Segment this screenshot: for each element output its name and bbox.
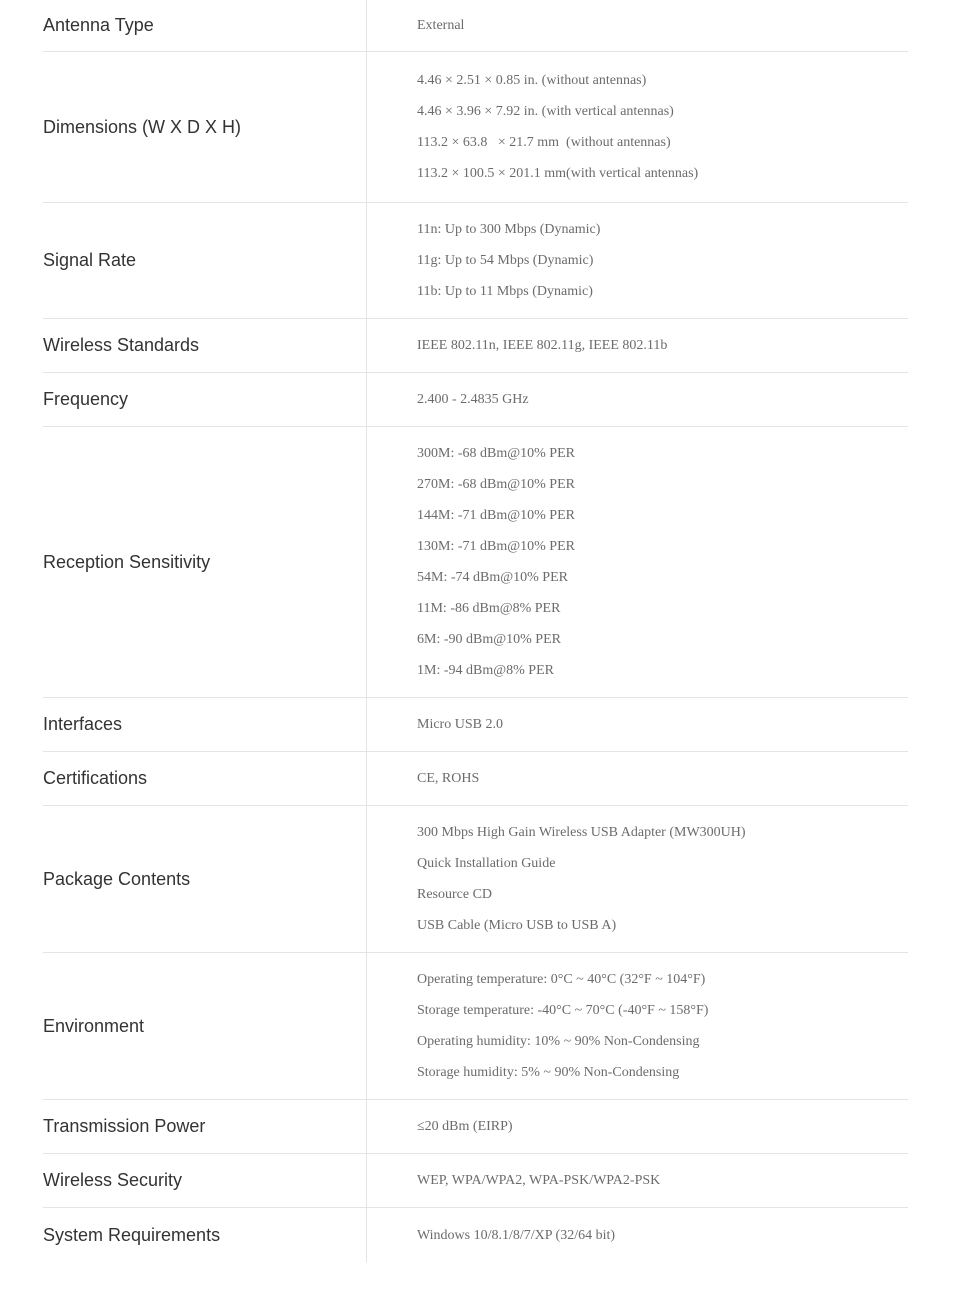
- spec-value-line: WEP, WPA/WPA2, WPA-PSK/WPA2-PSK: [417, 1173, 661, 1188]
- spec-value-line: Micro USB 2.0: [417, 717, 503, 732]
- spec-row-signal-rate: [43, 203, 908, 319]
- spec-row-antenna-type: [43, 0, 908, 52]
- spec-row-environment: [43, 953, 908, 1100]
- spec-label: Interfaces: [43, 698, 367, 751]
- spec-value: [367, 953, 908, 1099]
- spec-value: [367, 698, 908, 751]
- spec-value: [367, 1208, 908, 1262]
- spec-row-certifications: [43, 752, 908, 806]
- spec-row-transmission-power: [43, 1100, 908, 1154]
- spec-value: [367, 52, 908, 202]
- spec-value-line: 300 Mbps High Gain Wireless USB Adapter (MW300UH): [417, 825, 746, 840]
- spec-value-line: 4.46 × 2.51 × 0.85 in. (without antennas): [417, 73, 647, 88]
- spec-value-line: Resource CD: [417, 887, 493, 902]
- spec-value: [367, 319, 908, 372]
- spec-value-line: 2.400 - 2.4835 GHz: [417, 392, 529, 407]
- spec-value: [367, 427, 908, 697]
- spec-label: Signal Rate: [43, 203, 367, 318]
- spec-value-line: 11g: Up to 54 Mbps (Dynamic): [417, 253, 594, 268]
- spec-value: [367, 0, 908, 51]
- spec-value-line: Operating temperature: 0°C ~ 40°C (32°F ~ 104°F): [417, 972, 706, 987]
- spec-row-dimensions-w-x-d-x-h: [43, 52, 908, 203]
- spec-row-interfaces: [43, 698, 908, 752]
- spec-value: [367, 806, 908, 952]
- spec-value: [367, 752, 908, 805]
- spec-value: [367, 203, 908, 318]
- spec-value-line: Windows 10/8.1/8/7/XP (32/64 bit): [417, 1227, 616, 1243]
- spec-value-line: External: [417, 18, 465, 33]
- spec-row-wireless-security: [43, 1154, 908, 1208]
- spec-value-line: 11b: Up to 11 Mbps (Dynamic): [417, 284, 593, 299]
- spec-label: Wireless Standards: [43, 319, 367, 372]
- spec-label: System Requirements: [43, 1208, 367, 1262]
- spec-value-line: Storage temperature: -40°C ~ 70°C (-40°F ~ 158°F): [417, 1003, 709, 1018]
- spec-row-frequency: [43, 373, 908, 427]
- spec-value-line: 1M: -94 dBm@8% PER: [417, 663, 554, 678]
- spec-value-line: 54M: -74 dBm@10% PER: [417, 570, 568, 585]
- spec-label: Antenna Type: [43, 0, 367, 51]
- spec-value-line: 270M: -68 dBm@10% PER: [417, 477, 575, 492]
- spec-label: Wireless Security: [43, 1154, 367, 1207]
- spec-value: [367, 373, 908, 426]
- spec-value-line: Operating humidity: 10% ~ 90% Non-Condensing: [417, 1034, 700, 1049]
- spec-row-wireless-standards: [43, 319, 908, 373]
- spec-label: Frequency: [43, 373, 367, 426]
- spec-table: [43, 0, 908, 1262]
- spec-value-line: IEEE 802.11n, IEEE 802.11g, IEEE 802.11b: [417, 338, 668, 353]
- spec-row-package-contents: [43, 806, 908, 953]
- spec-row-reception-sensitivity: [43, 427, 908, 698]
- spec-value-line: 130M: -71 dBm@10% PER: [417, 539, 575, 554]
- spec-value-line: 11M: -86 dBm@8% PER: [417, 601, 561, 616]
- spec-value-line: Storage humidity: 5% ~ 90% Non-Condensing: [417, 1065, 680, 1080]
- spec-value-line: CE, ROHS: [417, 771, 480, 786]
- spec-label: Transmission Power: [43, 1100, 367, 1153]
- spec-value-line: 144M: -71 dBm@10% PER: [417, 508, 575, 523]
- spec-value-line: ≤20 dBm (EIRP): [417, 1119, 513, 1134]
- spec-value-line: 300M: -68 dBm@10% PER: [417, 446, 575, 461]
- spec-value: [367, 1154, 908, 1207]
- spec-label: Dimensions (W X D X H): [43, 52, 367, 202]
- spec-value-line: 113.2 × 100.5 × 201.1 mm(with vertical antennas): [417, 166, 699, 181]
- spec-value-line: USB Cable (Micro USB to USB A): [417, 918, 617, 933]
- spec-value-line: 4.46 × 3.96 × 7.92 in. (with vertical antennas): [417, 104, 674, 119]
- spec-label: Certifications: [43, 752, 367, 805]
- spec-label: Package Contents: [43, 806, 367, 952]
- spec-value-line: 11n: Up to 300 Mbps (Dynamic): [417, 222, 601, 237]
- spec-label: Environment: [43, 953, 367, 1099]
- spec-row-system-requirements: [43, 1208, 908, 1262]
- spec-value-line: 113.2 × 63.8 × 21.7 mm (without antennas): [417, 135, 671, 150]
- spec-value-line: Quick Installation Guide: [417, 856, 556, 871]
- spec-value: [367, 1100, 908, 1153]
- spec-value-line: 6M: -90 dBm@10% PER: [417, 632, 561, 647]
- spec-label: Reception Sensitivity: [43, 427, 367, 697]
